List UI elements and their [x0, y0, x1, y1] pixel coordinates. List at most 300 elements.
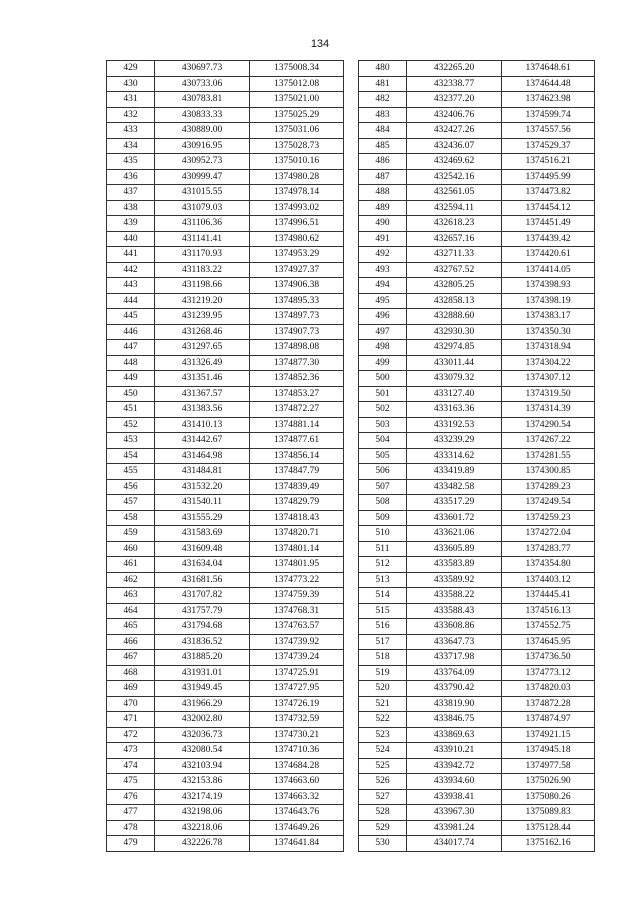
- y-coordinate-cell: 1374641.84: [250, 836, 344, 852]
- table-row: [107, 340, 344, 356]
- x-coordinate-cell: 432974.85: [407, 340, 502, 356]
- point-number-cell: 464: [107, 603, 155, 619]
- x-coordinate-cell: 432436.07: [407, 138, 502, 154]
- point-number-cell: 471: [107, 712, 155, 728]
- y-coordinate-cell: 1374927.37: [250, 262, 344, 278]
- point-number-cell: 524: [359, 743, 407, 759]
- point-number-cell: 491: [359, 231, 407, 247]
- table-row: [107, 402, 344, 418]
- table-row: [359, 200, 595, 216]
- table-row: [359, 743, 595, 759]
- point-number-cell: 479: [107, 836, 155, 852]
- y-coordinate-cell: 1374818.43: [250, 510, 344, 526]
- point-number-cell: 453: [107, 433, 155, 449]
- point-number-cell: 494: [359, 278, 407, 294]
- point-number-cell: 460: [107, 541, 155, 557]
- x-coordinate-cell: 432888.60: [407, 309, 502, 325]
- point-number-cell: 492: [359, 247, 407, 263]
- table-row: [359, 386, 595, 402]
- point-number-cell: 513: [359, 572, 407, 588]
- y-coordinate-cell: 1374383.17: [502, 309, 595, 325]
- y-coordinate-cell: 1374945.18: [502, 743, 595, 759]
- point-number-cell: 470: [107, 696, 155, 712]
- x-coordinate-cell: 432198.06: [155, 805, 250, 821]
- point-number-cell: 456: [107, 479, 155, 495]
- y-coordinate-cell: 1375031.06: [250, 123, 344, 139]
- x-coordinate-cell: 432377.20: [407, 92, 502, 108]
- y-coordinate-cell: 1374272.04: [502, 526, 595, 542]
- point-number-cell: 444: [107, 293, 155, 309]
- y-coordinate-cell: 1374980.62: [250, 231, 344, 247]
- point-number-cell: 442: [107, 262, 155, 278]
- point-number-cell: 527: [359, 789, 407, 805]
- y-coordinate-cell: 1374300.85: [502, 464, 595, 480]
- y-coordinate-cell: 1374420.61: [502, 247, 595, 263]
- table-row: [107, 92, 344, 108]
- table-row: [107, 169, 344, 185]
- point-number-cell: 441: [107, 247, 155, 263]
- table-row: [107, 743, 344, 759]
- x-coordinate-cell: 432542.16: [407, 169, 502, 185]
- table-row: [107, 417, 344, 433]
- y-coordinate-cell: 1374451.49: [502, 216, 595, 232]
- table-row: [107, 495, 344, 511]
- point-number-cell: 461: [107, 557, 155, 573]
- y-coordinate-cell: 1374259.23: [502, 510, 595, 526]
- point-number-cell: 429: [107, 61, 155, 77]
- point-number-cell: 506: [359, 464, 407, 480]
- y-coordinate-cell: 1374649.26: [250, 820, 344, 836]
- table-row: [359, 464, 595, 480]
- y-coordinate-cell: 1374710.36: [250, 743, 344, 759]
- point-number-cell: 510: [359, 526, 407, 542]
- table-row: [107, 619, 344, 635]
- x-coordinate-cell: 431383.56: [155, 402, 250, 418]
- point-number-cell: 496: [359, 309, 407, 325]
- x-coordinate-cell: 433605.89: [407, 541, 502, 557]
- point-number-cell: 439: [107, 216, 155, 232]
- table-row: [359, 247, 595, 263]
- x-coordinate-cell: 432103.94: [155, 758, 250, 774]
- y-coordinate-cell: 1374820.03: [502, 681, 595, 697]
- y-coordinate-cell: 1374281.55: [502, 448, 595, 464]
- x-coordinate-cell: 433583.89: [407, 557, 502, 573]
- point-number-cell: 512: [359, 557, 407, 573]
- y-coordinate-cell: 1375080.26: [502, 789, 595, 805]
- table-row: [359, 836, 595, 852]
- table-row: [107, 572, 344, 588]
- table-row: [359, 231, 595, 247]
- y-coordinate-cell: 1374759.39: [250, 588, 344, 604]
- table-row: [107, 386, 344, 402]
- y-coordinate-cell: 1374663.32: [250, 789, 344, 805]
- point-number-cell: 518: [359, 650, 407, 666]
- point-number-cell: 493: [359, 262, 407, 278]
- point-number-cell: 521: [359, 696, 407, 712]
- point-number-cell: 474: [107, 758, 155, 774]
- point-number-cell: 477: [107, 805, 155, 821]
- x-coordinate-cell: 431367.57: [155, 386, 250, 402]
- point-number-cell: 497: [359, 324, 407, 340]
- table-row: [107, 185, 344, 201]
- point-number-cell: 443: [107, 278, 155, 294]
- point-number-cell: 475: [107, 774, 155, 790]
- y-coordinate-cell: 1374414.05: [502, 262, 595, 278]
- table-row: [359, 665, 595, 681]
- point-number-cell: 501: [359, 386, 407, 402]
- y-coordinate-cell: 1375028.73: [250, 138, 344, 154]
- y-coordinate-cell: 1375025.29: [250, 107, 344, 123]
- table-row: [359, 324, 595, 340]
- table-row: [107, 293, 344, 309]
- x-coordinate-cell: 430733.06: [155, 76, 250, 92]
- point-number-cell: 434: [107, 138, 155, 154]
- x-coordinate-cell: 430783.81: [155, 92, 250, 108]
- point-number-cell: 503: [359, 417, 407, 433]
- y-coordinate-cell: 1375162.16: [502, 836, 595, 852]
- y-coordinate-cell: 1374403.12: [502, 572, 595, 588]
- point-number-cell: 455: [107, 464, 155, 480]
- x-coordinate-cell: 433869.63: [407, 727, 502, 743]
- point-number-cell: 498: [359, 340, 407, 356]
- point-number-cell: 508: [359, 495, 407, 511]
- y-coordinate-cell: 1374289.23: [502, 479, 595, 495]
- x-coordinate-cell: 431707.82: [155, 588, 250, 604]
- y-coordinate-cell: 1374907.73: [250, 324, 344, 340]
- table-row: [359, 123, 595, 139]
- y-coordinate-cell: 1374820.71: [250, 526, 344, 542]
- x-coordinate-cell: 433942.72: [407, 758, 502, 774]
- x-coordinate-cell: 433764.09: [407, 665, 502, 681]
- x-coordinate-cell: 432805.25: [407, 278, 502, 294]
- x-coordinate-cell: 431170.93: [155, 247, 250, 263]
- table-row: [107, 836, 344, 852]
- x-coordinate-cell: 433588.43: [407, 603, 502, 619]
- table-row: [107, 541, 344, 557]
- table-row: [359, 572, 595, 588]
- table-row: [359, 262, 595, 278]
- x-coordinate-cell: 432858.13: [407, 293, 502, 309]
- x-coordinate-cell: 433192.53: [407, 417, 502, 433]
- x-coordinate-cell: 431555.29: [155, 510, 250, 526]
- point-number-cell: 473: [107, 743, 155, 759]
- y-coordinate-cell: 1374350.30: [502, 324, 595, 340]
- x-coordinate-cell: 433589.92: [407, 572, 502, 588]
- x-coordinate-cell: 432469.62: [407, 154, 502, 170]
- x-coordinate-cell: 433011.44: [407, 355, 502, 371]
- point-number-cell: 432: [107, 107, 155, 123]
- y-coordinate-cell: 1374283.77: [502, 541, 595, 557]
- x-coordinate-cell: 431966.29: [155, 696, 250, 712]
- x-coordinate-cell: 431757.79: [155, 603, 250, 619]
- y-coordinate-cell: 1374495.99: [502, 169, 595, 185]
- x-coordinate-cell: 432036.73: [155, 727, 250, 743]
- table-row: [107, 696, 344, 712]
- point-number-cell: 481: [359, 76, 407, 92]
- x-coordinate-cell: 431015.55: [155, 185, 250, 201]
- table-row: [359, 169, 595, 185]
- table-row: [359, 340, 595, 356]
- x-coordinate-cell: 431464.98: [155, 448, 250, 464]
- point-number-cell: 457: [107, 495, 155, 511]
- table-row: [107, 789, 344, 805]
- x-coordinate-cell: 431198.66: [155, 278, 250, 294]
- table-row: [107, 247, 344, 263]
- page-number: 134: [310, 38, 330, 50]
- x-coordinate-cell: 432561.05: [407, 185, 502, 201]
- y-coordinate-cell: 1374552.75: [502, 619, 595, 635]
- x-coordinate-cell: 432080.54: [155, 743, 250, 759]
- point-number-cell: 499: [359, 355, 407, 371]
- x-coordinate-cell: 433482.58: [407, 479, 502, 495]
- x-coordinate-cell: 433647.73: [407, 634, 502, 650]
- y-coordinate-cell: 1374267.22: [502, 433, 595, 449]
- point-number-cell: 500: [359, 371, 407, 387]
- y-coordinate-cell: 1374773.22: [250, 572, 344, 588]
- point-number-cell: 476: [107, 789, 155, 805]
- table-row: [359, 355, 595, 371]
- table-row: [359, 216, 595, 232]
- table-row: [359, 76, 595, 92]
- x-coordinate-cell: 432427.26: [407, 123, 502, 139]
- x-coordinate-cell: 432406.76: [407, 107, 502, 123]
- point-number-cell: 446: [107, 324, 155, 340]
- x-coordinate-cell: 433163.36: [407, 402, 502, 418]
- table-row: [359, 805, 595, 821]
- x-coordinate-cell: 433608.86: [407, 619, 502, 635]
- table-row: [359, 371, 595, 387]
- x-coordinate-cell: 432218.06: [155, 820, 250, 836]
- x-coordinate-cell: 431794.68: [155, 619, 250, 635]
- table-row: [359, 402, 595, 418]
- y-coordinate-cell: 1374953.29: [250, 247, 344, 263]
- point-number-cell: 451: [107, 402, 155, 418]
- table-row: [107, 433, 344, 449]
- table-row: [359, 681, 595, 697]
- point-number-cell: 517: [359, 634, 407, 650]
- y-coordinate-cell: 1374977.58: [502, 758, 595, 774]
- x-coordinate-cell: 433934.60: [407, 774, 502, 790]
- x-coordinate-cell: 433588.22: [407, 588, 502, 604]
- y-coordinate-cell: 1374739.24: [250, 650, 344, 666]
- x-coordinate-cell: 431583.69: [155, 526, 250, 542]
- x-coordinate-cell: 430999.47: [155, 169, 250, 185]
- y-coordinate-cell: 1374290.54: [502, 417, 595, 433]
- table-row: [359, 634, 595, 650]
- point-number-cell: 520: [359, 681, 407, 697]
- y-coordinate-cell: 1374643.76: [250, 805, 344, 821]
- y-coordinate-cell: 1375012.08: [250, 76, 344, 92]
- y-coordinate-cell: 1374648.61: [502, 61, 595, 77]
- table-row: [107, 805, 344, 821]
- point-number-cell: 484: [359, 123, 407, 139]
- x-coordinate-cell: 431885.20: [155, 650, 250, 666]
- point-number-cell: 467: [107, 650, 155, 666]
- table-row: [107, 107, 344, 123]
- table-row: [107, 123, 344, 139]
- table-row: [359, 107, 595, 123]
- x-coordinate-cell: 433910.21: [407, 743, 502, 759]
- y-coordinate-cell: 1374398.93: [502, 278, 595, 294]
- point-number-cell: 526: [359, 774, 407, 790]
- x-coordinate-cell: 432618.23: [407, 216, 502, 232]
- y-coordinate-cell: 1374906.38: [250, 278, 344, 294]
- table-row: [359, 495, 595, 511]
- x-coordinate-cell: 432265.20: [407, 61, 502, 77]
- point-number-cell: 447: [107, 340, 155, 356]
- x-coordinate-cell: 431351.46: [155, 371, 250, 387]
- table-row: [359, 758, 595, 774]
- table-row: [107, 448, 344, 464]
- point-number-cell: 514: [359, 588, 407, 604]
- x-coordinate-cell: 434017.74: [407, 836, 502, 852]
- x-coordinate-cell: 433239.29: [407, 433, 502, 449]
- x-coordinate-cell: 431079.03: [155, 200, 250, 216]
- table-row: [107, 154, 344, 170]
- table-row: [359, 603, 595, 619]
- x-coordinate-cell: 431949.45: [155, 681, 250, 697]
- y-coordinate-cell: 1374644.48: [502, 76, 595, 92]
- y-coordinate-cell: 1374872.28: [502, 696, 595, 712]
- y-coordinate-cell: 1374663.60: [250, 774, 344, 790]
- y-coordinate-cell: 1374445.41: [502, 588, 595, 604]
- y-coordinate-cell: 1374439.42: [502, 231, 595, 247]
- y-coordinate-cell: 1374730.21: [250, 727, 344, 743]
- point-number-cell: 445: [107, 309, 155, 325]
- y-coordinate-cell: 1375026.90: [502, 774, 595, 790]
- y-coordinate-cell: 1374314.39: [502, 402, 595, 418]
- y-coordinate-cell: 1374839.49: [250, 479, 344, 495]
- x-coordinate-cell: 431442.67: [155, 433, 250, 449]
- x-coordinate-cell: 431410.13: [155, 417, 250, 433]
- y-coordinate-cell: 1374978.14: [250, 185, 344, 201]
- point-number-cell: 515: [359, 603, 407, 619]
- table-row: [107, 371, 344, 387]
- point-number-cell: 435: [107, 154, 155, 170]
- point-number-cell: 462: [107, 572, 155, 588]
- table-row: [107, 138, 344, 154]
- table-row: [359, 417, 595, 433]
- x-coordinate-cell: 432153.86: [155, 774, 250, 790]
- y-coordinate-cell: 1374853.27: [250, 386, 344, 402]
- x-coordinate-cell: 433314.62: [407, 448, 502, 464]
- coordinates-table-left: [106, 60, 344, 852]
- table-row: [359, 727, 595, 743]
- table-row: [107, 665, 344, 681]
- y-coordinate-cell: 1374307.12: [502, 371, 595, 387]
- x-coordinate-cell: 431141.41: [155, 231, 250, 247]
- x-coordinate-cell: 433938.41: [407, 789, 502, 805]
- x-coordinate-cell: 431183.22: [155, 262, 250, 278]
- x-coordinate-cell: 432226.78: [155, 836, 250, 852]
- x-coordinate-cell: 431681.56: [155, 572, 250, 588]
- x-coordinate-cell: 430952.73: [155, 154, 250, 170]
- table-row: [107, 231, 344, 247]
- point-number-cell: 465: [107, 619, 155, 635]
- table-row: [107, 774, 344, 790]
- x-coordinate-cell: 432174.19: [155, 789, 250, 805]
- y-coordinate-cell: 1374736.50: [502, 650, 595, 666]
- table-row: [107, 634, 344, 650]
- table-row: [107, 588, 344, 604]
- y-coordinate-cell: 1374725.91: [250, 665, 344, 681]
- table-row: [359, 278, 595, 294]
- table-row: [359, 774, 595, 790]
- y-coordinate-cell: 1374473.82: [502, 185, 595, 201]
- y-coordinate-cell: 1375128.44: [502, 820, 595, 836]
- y-coordinate-cell: 1374557.56: [502, 123, 595, 139]
- x-coordinate-cell: 433981.24: [407, 820, 502, 836]
- point-number-cell: 469: [107, 681, 155, 697]
- point-number-cell: 436: [107, 169, 155, 185]
- point-number-cell: 482: [359, 92, 407, 108]
- table-row: [107, 216, 344, 232]
- x-coordinate-cell: 433621.06: [407, 526, 502, 542]
- point-number-cell: 528: [359, 805, 407, 821]
- y-coordinate-cell: 1374980.28: [250, 169, 344, 185]
- point-number-cell: 458: [107, 510, 155, 526]
- point-number-cell: 495: [359, 293, 407, 309]
- table-row: [107, 262, 344, 278]
- y-coordinate-cell: 1374898.08: [250, 340, 344, 356]
- point-number-cell: 468: [107, 665, 155, 681]
- y-coordinate-cell: 1374801.14: [250, 541, 344, 557]
- x-coordinate-cell: 432338.77: [407, 76, 502, 92]
- point-number-cell: 485: [359, 138, 407, 154]
- y-coordinate-cell: 1374877.61: [250, 433, 344, 449]
- x-coordinate-cell: 433717.98: [407, 650, 502, 666]
- y-coordinate-cell: 1374529.37: [502, 138, 595, 154]
- y-coordinate-cell: 1374801.95: [250, 557, 344, 573]
- table-row: [359, 712, 595, 728]
- table-row: [107, 510, 344, 526]
- table-row: [359, 557, 595, 573]
- point-number-cell: 486: [359, 154, 407, 170]
- table-row: [107, 603, 344, 619]
- y-coordinate-cell: 1374852.36: [250, 371, 344, 387]
- table-row: [107, 650, 344, 666]
- table-row: [107, 479, 344, 495]
- point-number-cell: 525: [359, 758, 407, 774]
- x-coordinate-cell: 431106.36: [155, 216, 250, 232]
- x-coordinate-cell: 430833.33: [155, 107, 250, 123]
- x-coordinate-cell: 431297.65: [155, 340, 250, 356]
- table-row: [107, 712, 344, 728]
- table-row: [107, 61, 344, 77]
- y-coordinate-cell: 1374847.79: [250, 464, 344, 480]
- table-row: [359, 619, 595, 635]
- point-number-cell: 530: [359, 836, 407, 852]
- point-number-cell: 430: [107, 76, 155, 92]
- y-coordinate-cell: 1375008.34: [250, 61, 344, 77]
- point-number-cell: 490: [359, 216, 407, 232]
- point-number-cell: 504: [359, 433, 407, 449]
- point-number-cell: 522: [359, 712, 407, 728]
- x-coordinate-cell: 430889.00: [155, 123, 250, 139]
- y-coordinate-cell: 1374739.92: [250, 634, 344, 650]
- y-coordinate-cell: 1374897.73: [250, 309, 344, 325]
- table-row: [359, 433, 595, 449]
- y-coordinate-cell: 1374773.12: [502, 665, 595, 681]
- x-coordinate-cell: 433419.89: [407, 464, 502, 480]
- x-coordinate-cell: 431634.04: [155, 557, 250, 573]
- y-coordinate-cell: 1374599.74: [502, 107, 595, 123]
- table-row: [107, 200, 344, 216]
- x-coordinate-cell: 431484.81: [155, 464, 250, 480]
- point-number-cell: 480: [359, 61, 407, 77]
- point-number-cell: 452: [107, 417, 155, 433]
- table-row: [107, 76, 344, 92]
